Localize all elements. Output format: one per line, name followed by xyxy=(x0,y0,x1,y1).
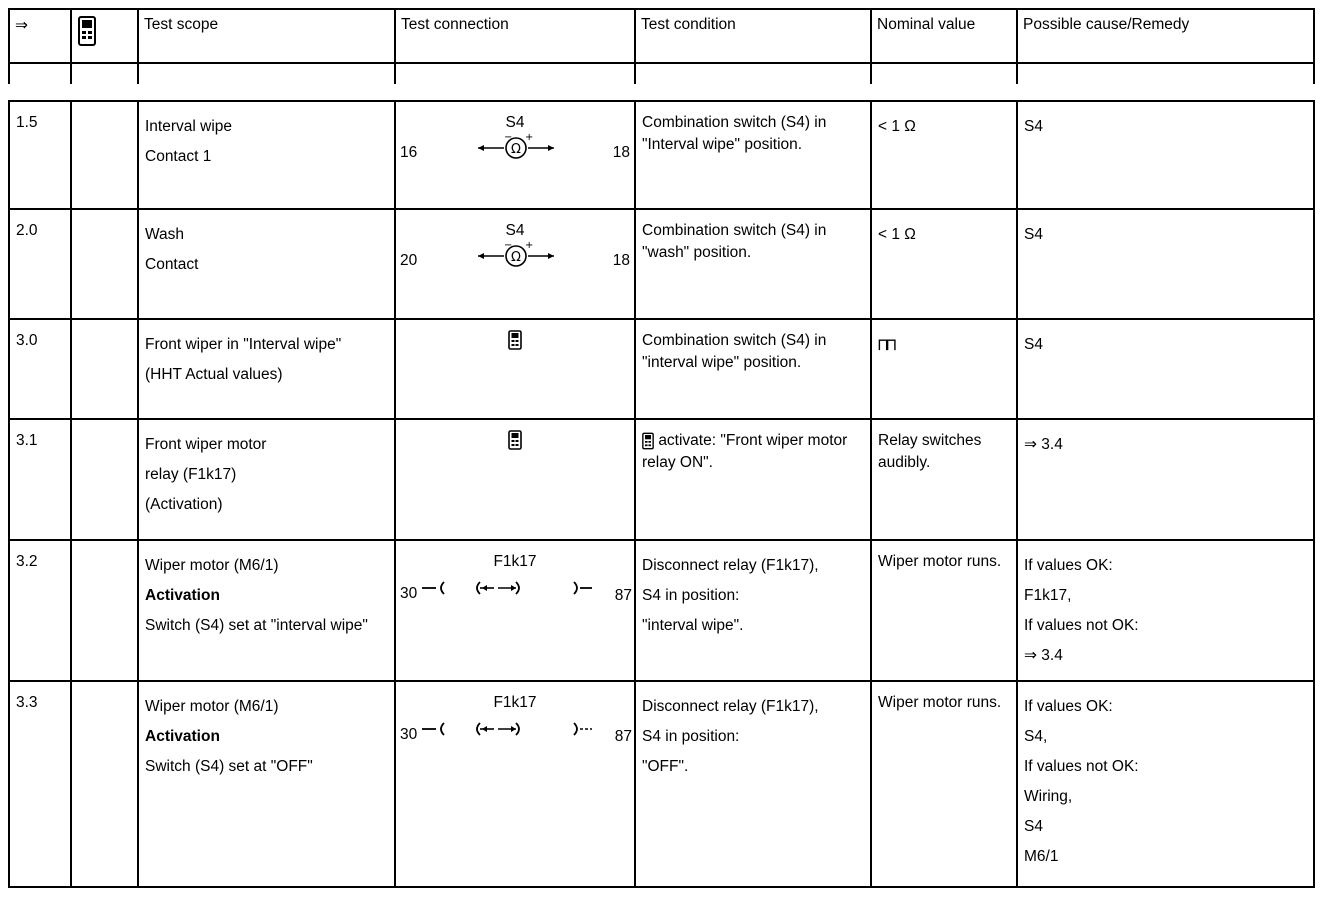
hht-device-icon xyxy=(508,430,522,450)
svg-text:+: + xyxy=(525,132,534,143)
connection-left-pin: 16 xyxy=(400,144,418,161)
row-number: 3.2 xyxy=(9,540,71,681)
scope-line: Contact xyxy=(145,256,199,273)
condition-line: "OFF". xyxy=(642,758,689,775)
test-connection xyxy=(395,209,635,319)
connection-right-pin: 87 xyxy=(614,587,632,604)
svg-text:−: − xyxy=(504,240,513,251)
connection-left-pin: 20 xyxy=(400,252,418,269)
test-scope xyxy=(138,419,395,540)
nominal-value xyxy=(871,319,1017,419)
scope-activation: Activation xyxy=(145,728,220,745)
svg-text:Ω: Ω xyxy=(511,142,521,157)
scope-line: (HHT Actual values) xyxy=(145,366,283,383)
hht-device-icon xyxy=(77,16,97,46)
hht-device-icon xyxy=(508,330,522,350)
condition-line: "interval wipe". xyxy=(642,617,744,634)
relay-connection-icon xyxy=(420,573,620,603)
test-scope xyxy=(138,101,395,209)
possible-cause xyxy=(1017,540,1314,681)
table-row xyxy=(9,540,1314,681)
connection-left-pin: 30 xyxy=(400,585,418,602)
possible-cause: S4 xyxy=(1017,209,1314,319)
possible-cause: S4 xyxy=(1017,101,1314,209)
remedy-line: S4, xyxy=(1024,728,1048,745)
condition-line: S4 in position: xyxy=(642,587,740,604)
row-number: 2.0 xyxy=(9,209,71,319)
hht-cell xyxy=(71,209,138,319)
hht-device-icon xyxy=(642,432,654,450)
test-connection xyxy=(395,681,635,887)
remedy-line: ⇒ 3.4 xyxy=(1024,647,1063,664)
possible-cause: ⇒ 3.4 xyxy=(1017,419,1314,540)
remedy-line: If values not OK: xyxy=(1024,617,1139,634)
connection-right-pin: 18 xyxy=(612,144,630,161)
blank-cell xyxy=(1017,63,1314,84)
header-test-condition: Test condition xyxy=(635,9,871,63)
scope-line: Front wiper in "Interval wipe" xyxy=(145,336,342,353)
table-row xyxy=(9,319,1314,419)
hht-cell xyxy=(71,681,138,887)
connection-title: S4 xyxy=(505,114,525,131)
condition-line: Disconnect relay (F1k17), xyxy=(642,557,819,574)
blank-cell xyxy=(138,63,395,84)
table-row xyxy=(9,681,1314,887)
row-number: 3.3 xyxy=(9,681,71,887)
condition-text: activate: "Front wiper motor relay ON". xyxy=(642,432,848,471)
scope-line: Front wiper motor xyxy=(145,436,267,453)
scope-line: Wash xyxy=(145,226,185,243)
nominal-value: < 1 Ω xyxy=(871,101,1017,209)
header-hht-cell xyxy=(71,9,138,63)
condition-line: S4 in position: xyxy=(642,728,740,745)
possible-cause: S4 xyxy=(1017,319,1314,419)
ohmmeter-icon xyxy=(476,132,556,162)
header-test-connection: Test connection xyxy=(395,9,635,63)
nominal-value: Wiper motor runs. xyxy=(871,540,1017,681)
scope-line: Switch (S4) set at "interval wipe" xyxy=(145,617,368,634)
table-row xyxy=(9,419,1314,540)
ohmmeter-icon xyxy=(476,240,556,270)
test-condition: Combination switch (S4) in "wash" position. xyxy=(635,209,871,319)
connection-right-pin: 18 xyxy=(612,252,630,269)
blank-cell xyxy=(71,63,138,84)
svg-text:+: + xyxy=(525,240,534,251)
square-wave-symbol: ⊓⊓ xyxy=(878,335,895,355)
scope-line: Contact 1 xyxy=(145,148,212,165)
blank-cell xyxy=(395,63,635,84)
remedy-line: If values OK: xyxy=(1024,557,1113,574)
test-connection xyxy=(395,101,635,209)
header-possible-cause: Possible cause/Remedy xyxy=(1017,9,1314,63)
row-number: 1.5 xyxy=(9,101,71,209)
row-number: 3.0 xyxy=(9,319,71,419)
header-table xyxy=(8,8,1315,84)
test-condition: Combination switch (S4) in "interval wipe" position. xyxy=(635,319,871,419)
table-row xyxy=(9,209,1314,319)
svg-text:Ω: Ω xyxy=(511,250,521,265)
blank-cell xyxy=(871,63,1017,84)
hht-cell xyxy=(71,101,138,209)
header-arrow: ⇒ xyxy=(9,9,71,63)
connection-title: F1k17 xyxy=(493,553,537,570)
relay-connection-icon xyxy=(420,714,620,744)
test-condition xyxy=(635,419,871,540)
test-scope xyxy=(138,319,395,419)
svg-text:−: − xyxy=(504,132,513,143)
nominal-value: Relay switches audibly. xyxy=(871,419,1017,540)
test-connection xyxy=(395,419,635,540)
scope-line: Wiper motor (M6/1) xyxy=(145,557,279,574)
row-number: 3.1 xyxy=(9,419,71,540)
test-scope xyxy=(138,681,395,887)
blank-cell xyxy=(635,63,871,84)
remedy-line: M6/1 xyxy=(1024,848,1059,865)
nominal-value: Wiper motor runs. xyxy=(871,681,1017,887)
remedy-line: S4 xyxy=(1024,818,1043,835)
scope-activation: Activation xyxy=(145,587,220,604)
connection-title: F1k17 xyxy=(493,694,537,711)
remedy-line: If values not OK: xyxy=(1024,758,1139,775)
test-condition: Combination switch (S4) in "Interval wipe" position. xyxy=(635,101,871,209)
test-scope xyxy=(138,209,395,319)
test-connection xyxy=(395,319,635,419)
condition-line: Disconnect relay (F1k17), xyxy=(642,698,819,715)
test-connection xyxy=(395,540,635,681)
nominal-value: < 1 Ω xyxy=(871,209,1017,319)
connection-title: S4 xyxy=(505,222,525,239)
test-condition xyxy=(635,540,871,681)
header-nominal-value: Nominal value xyxy=(871,9,1017,63)
scope-line: Interval wipe xyxy=(145,118,233,135)
possible-cause xyxy=(1017,681,1314,887)
test-condition xyxy=(635,681,871,887)
blank-cell xyxy=(9,63,71,84)
table-row xyxy=(9,101,1314,209)
hht-cell xyxy=(71,540,138,681)
hht-cell xyxy=(71,419,138,540)
scope-line: Switch (S4) set at "OFF" xyxy=(145,758,313,775)
remedy-line: If values OK: xyxy=(1024,698,1113,715)
remedy-line: Wiring, xyxy=(1024,788,1073,805)
scope-line: Wiper motor (M6/1) xyxy=(145,698,279,715)
header-test-scope: Test scope xyxy=(138,9,395,63)
connection-left-pin: 30 xyxy=(400,726,418,743)
scope-line: relay (F1k17) xyxy=(145,466,237,483)
hht-cell xyxy=(71,319,138,419)
test-scope xyxy=(138,540,395,681)
remedy-line: F1k17, xyxy=(1024,587,1072,604)
test-table xyxy=(8,100,1315,888)
connection-right-pin: 87 xyxy=(614,728,632,745)
scope-line: (Activation) xyxy=(145,496,223,513)
